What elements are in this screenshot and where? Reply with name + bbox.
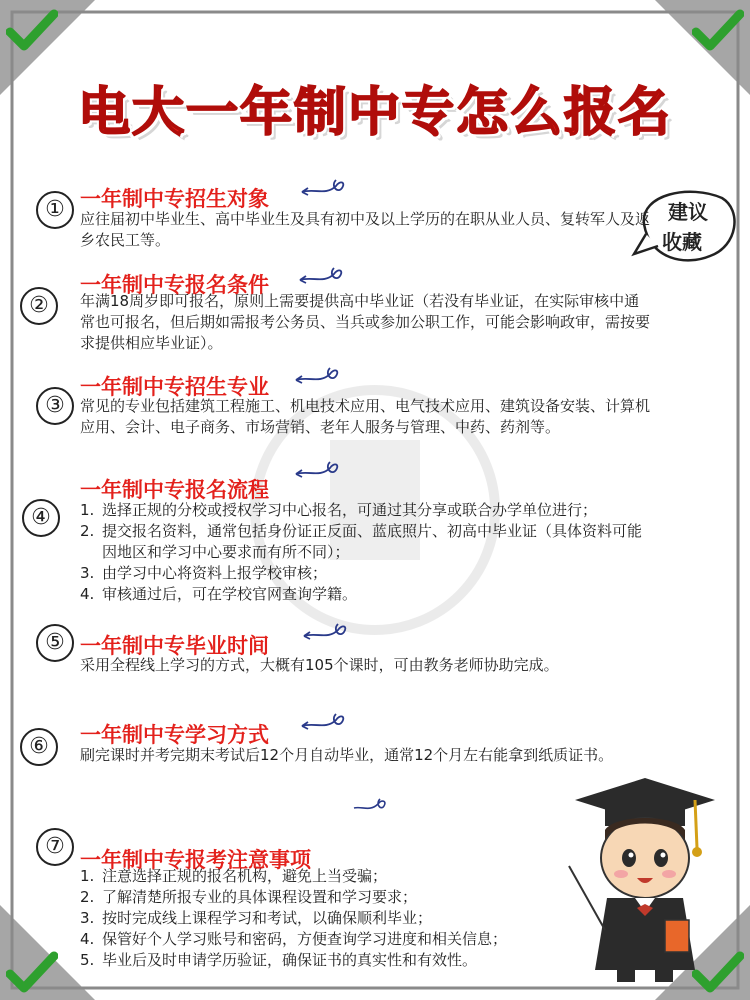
section-number: ① (36, 191, 74, 229)
section-text: 常见的专业包括建筑工程施工、机电技术应用、电气技术应用、建筑设备安装、计算机应用、会计、电子商务、市场营销、老年人服务与管理、中药、药剂等。 (80, 397, 651, 436)
graduate-illustration (565, 770, 725, 985)
section-text: 采用全程线上学习的方式，大概有105个课时，可由教务老师协助完成。 (80, 656, 559, 674)
list-item (80, 866, 600, 887)
section-heading: 一年制中专学习方式 (80, 722, 269, 747)
list-item (80, 950, 600, 971)
list-item (80, 521, 650, 563)
list-item (80, 887, 600, 908)
stamp-line-2: 收藏 (662, 230, 702, 254)
check-icon (6, 950, 58, 994)
section-number: ② (20, 287, 58, 325)
list-item (80, 908, 600, 929)
section-body (80, 745, 650, 766)
list-item (80, 563, 650, 584)
swirl-icon (300, 176, 350, 198)
check-icon (692, 8, 744, 52)
list-number: 4. (80, 930, 95, 948)
section-heading: 一年制中专报考注意事项 (80, 847, 311, 872)
section-body (80, 291, 650, 354)
list-text: 由学习中心将资料上报学校审核； (102, 564, 328, 582)
list-number: 4. (80, 585, 95, 603)
section-number: ③ (36, 387, 74, 425)
swirl-icon (302, 620, 352, 642)
section-number: ④ (22, 499, 60, 537)
list-text: 保管好个人学习账号和密码，方便查询学习进度和相关信息； (102, 930, 508, 948)
list-number: 1. (80, 867, 95, 885)
list-text: 注意选择正规的报名机构，避免上当受骗； (102, 867, 388, 885)
list-text: 按时完成线上课程学习和考试，以确保顺利毕业； (102, 909, 433, 927)
list-text: 审核通过后，可在学校官网查询学籍。 (102, 585, 358, 603)
section-heading: 一年制中专毕业时间 (80, 633, 269, 658)
list-item (80, 500, 650, 521)
list-text: 选择正规的分校或授权学习中心报名，可通过其分享或联合办学单位进行； (102, 501, 598, 519)
check-icon (6, 8, 58, 52)
section-number: ⑥ (20, 728, 58, 766)
list-number: 3. (80, 564, 95, 582)
swirl-icon (294, 364, 344, 386)
list-item (80, 929, 600, 950)
list-number: 3. (80, 909, 95, 927)
section-body (80, 655, 650, 676)
list-text: 了解清楚所报专业的具体课程设置和学习要求； (102, 888, 418, 906)
section-text: 刷完课时并考完期末考试后12个月自动毕业，通常12个月左右能拿到纸质证书。 (80, 746, 614, 764)
section-heading: 一年制中专报名条件 (80, 272, 269, 297)
swirl-icon (352, 796, 392, 816)
stamp-line-1: 建议 (668, 200, 708, 224)
list-number: 2. (80, 522, 95, 540)
list-number: 2. (80, 888, 95, 906)
page-title: 电大一年制中专怎么报名 (77, 83, 672, 143)
swirl-icon (300, 710, 350, 732)
section-body (80, 209, 650, 251)
list-text: 毕业后及时申请学历验证，确保证书的真实性和有效性。 (102, 951, 478, 969)
section-number: ⑤ (36, 624, 74, 662)
list-text: 提交报名资料，通常包括身份证正反面、蓝底照片、初高中毕业证（具体资料可能因地区和学习中心要求而有所不同）； (102, 522, 643, 561)
section-heading: 一年制中专招生对象 (80, 186, 269, 211)
swirl-icon (298, 264, 348, 286)
list-item (80, 584, 650, 605)
section-heading: 一年制中专报名流程 (80, 477, 269, 502)
section-heading: 一年制中专招生专业 (80, 374, 269, 399)
list-number: 5. (80, 951, 95, 969)
swirl-icon (294, 458, 344, 480)
list-number: 1. (80, 501, 95, 519)
section-number: ⑦ (36, 828, 74, 866)
section-body (80, 396, 650, 438)
section-text: 应往届初中毕业生、高中毕业生及具有初中及以上学历的在职从业人员、复转军人及返乡农民工等。 (80, 210, 651, 249)
section-text: 年满18周岁即可报名，原则上需要提供高中毕业证（若没有毕业证，在实际审核中通常也可报名，但后期如需报考公务员、当兵或参加公职工作，可能会影响政审，需按要求提供相应毕业证）。 (80, 292, 651, 352)
section-list (80, 500, 650, 605)
section-list (80, 866, 600, 971)
